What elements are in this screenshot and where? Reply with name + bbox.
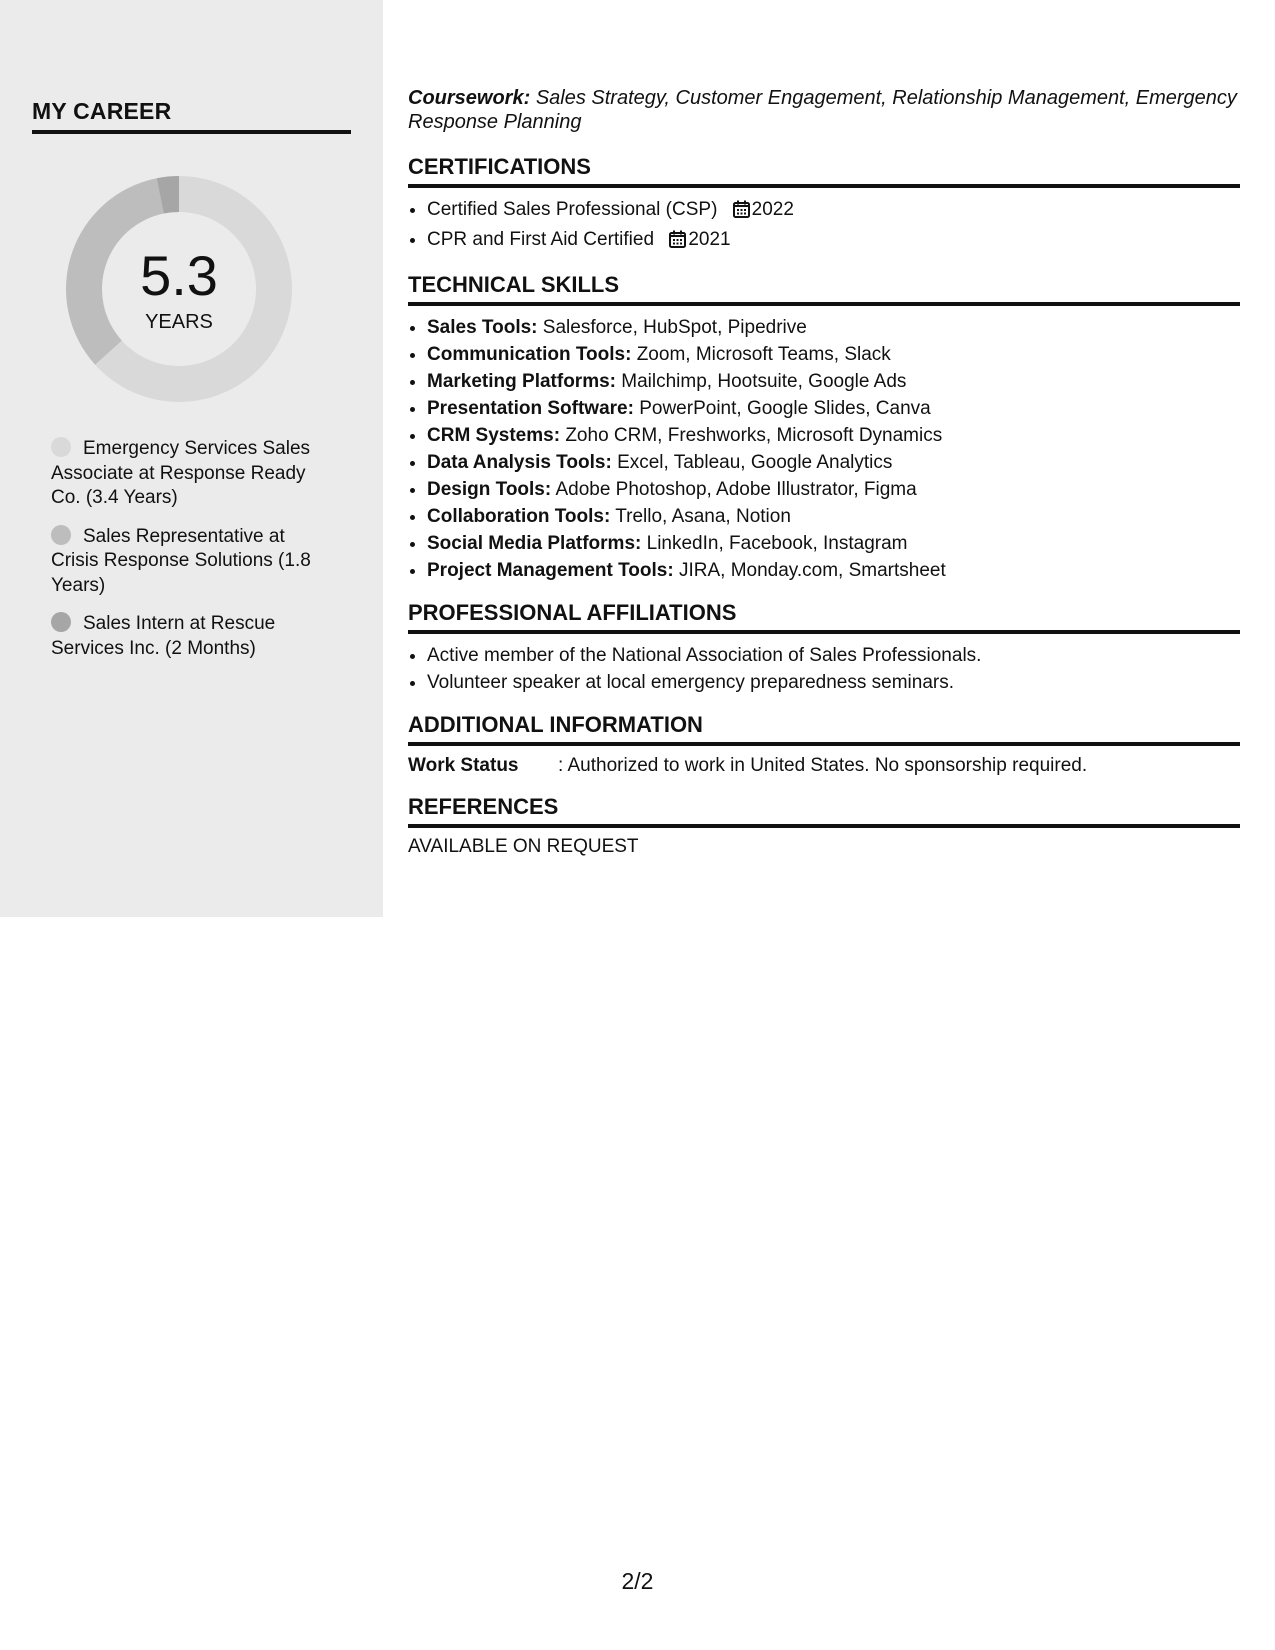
career-item-text: Emergency Services Sales Associate at Response Ready Co. (3.4 Years) <box>51 438 311 508</box>
skill-item <box>427 557 1240 584</box>
main-content <box>408 86 1240 858</box>
skill-value: Zoom, Microsoft Teams, Slack <box>636 344 891 365</box>
sidebar <box>0 0 383 917</box>
skill-label: Project Management Tools: <box>427 560 674 581</box>
skill-label: CRM Systems: <box>427 425 561 446</box>
work-status-label: Work Status <box>408 755 519 776</box>
legend-dot <box>51 437 71 457</box>
coursework-label: Coursework: <box>408 87 531 109</box>
legend-dot <box>51 612 71 632</box>
calendar-icon <box>733 199 750 226</box>
technical-skills-title: TECHNICAL SKILLS <box>408 272 1240 306</box>
references-title: REFERENCES <box>408 794 1240 828</box>
skill-item <box>427 314 1240 341</box>
skill-value: LinkedIn, Facebook, Instagram <box>646 533 908 554</box>
skill-item <box>427 422 1240 449</box>
years-label: YEARS <box>145 311 213 333</box>
certification-year: 2021 <box>688 229 731 250</box>
skill-value: Adobe Photoshop, Adobe Illustrator, Figma <box>555 479 917 500</box>
skill-item <box>427 368 1240 395</box>
affiliation-item: • Volunteer speaker at local emergency preparedness seminars. <box>427 669 1240 696</box>
work-status-value: : Authorized to work in United States. No sponsorship required. <box>558 755 1088 776</box>
career-item-text: Sales Intern at Rescue Services Inc. (2 Months) <box>51 613 276 659</box>
certifications-title: CERTIFICATIONS <box>408 154 1240 188</box>
career-donut-chart <box>66 176 292 402</box>
career-item <box>51 437 321 511</box>
skill-label: Presentation Software: <box>427 398 634 419</box>
affiliation-item: • Active member of the National Association of Sales Professionals. <box>427 642 1240 669</box>
additional-info-title: ADDITIONAL INFORMATION <box>408 712 1240 746</box>
page-number: 2/2 <box>621 1568 654 1594</box>
skill-value: Excel, Tableau, Google Analytics <box>617 452 893 473</box>
coursework-text: Sales Strategy, Customer Engagement, Relationship Management, Emergency Response Planning <box>408 87 1237 133</box>
work-status-row <box>408 754 1240 778</box>
career-item <box>51 612 321 661</box>
certification-name: CPR and First Aid Certified <box>427 229 655 250</box>
skill-item <box>427 476 1240 503</box>
skill-label: Sales Tools: <box>427 317 538 338</box>
skill-value: JIRA, Monday.com, Smartsheet <box>678 560 946 581</box>
certification-name: Certified Sales Professional (CSP) <box>427 199 718 220</box>
certification-item <box>427 196 1240 226</box>
skill-label: Social Media Platforms: <box>427 533 642 554</box>
skill-value: Salesforce, HubSpot, Pipedrive <box>542 317 807 338</box>
references-text: AVAILABLE ON REQUEST <box>408 836 639 857</box>
skill-item <box>427 503 1240 530</box>
certification-item <box>427 226 1240 256</box>
skill-value: Zoho CRM, Freshworks, Microsoft Dynamics <box>565 425 943 446</box>
skill-value: Trello, Asana, Notion <box>615 506 791 527</box>
skill-label: Data Analysis Tools: <box>427 452 612 473</box>
skill-item <box>427 341 1240 368</box>
affiliations-title: PROFESSIONAL AFFILIATIONS <box>408 600 1240 634</box>
certification-year: 2022 <box>751 199 794 220</box>
certifications-list <box>408 196 1240 256</box>
affiliations-list <box>408 642 1240 696</box>
skill-label: Design Tools: <box>427 479 552 500</box>
career-heading: MY CAREER <box>32 98 351 134</box>
skill-item <box>427 449 1240 476</box>
calendar-icon <box>669 229 686 256</box>
career-item-text: Sales Representative at Crisis Response Solutions (1.8 Years) <box>51 525 311 596</box>
skill-item <box>427 530 1240 557</box>
skill-value: PowerPoint, Google Slides, Canva <box>639 398 931 419</box>
skill-label: Marketing Platforms: <box>427 371 616 392</box>
career-list <box>51 437 321 675</box>
legend-dot <box>51 525 71 545</box>
coursework <box>408 86 1240 134</box>
skill-label: Communication Tools: <box>427 344 632 365</box>
skill-label: Collaboration Tools: <box>427 506 611 527</box>
career-item <box>51 525 321 599</box>
skill-value: Mailchimp, Hootsuite, Google Ads <box>621 371 907 392</box>
technical-skills-list <box>408 314 1240 584</box>
total-years-value: 5.3 <box>140 244 218 307</box>
skill-item <box>427 395 1240 422</box>
